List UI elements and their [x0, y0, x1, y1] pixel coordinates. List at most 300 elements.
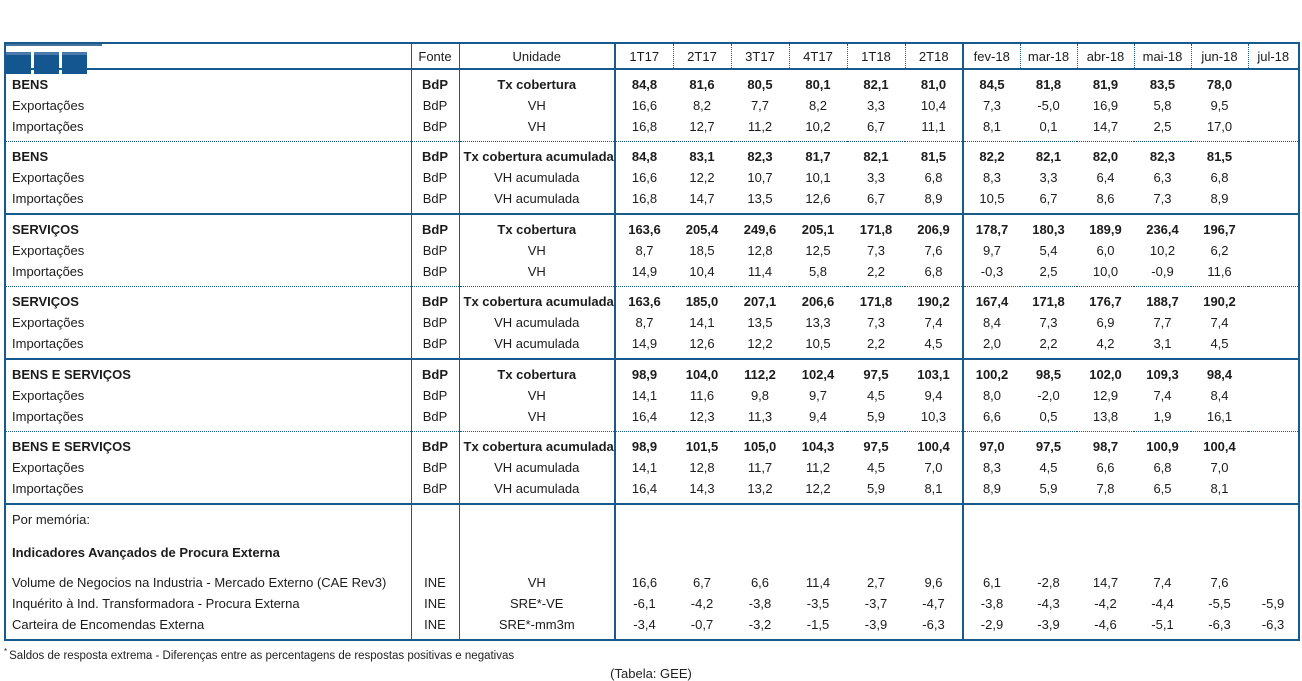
value-cell: -4,6: [1094, 617, 1117, 632]
footnote-marker: *: [4, 647, 8, 656]
footnote: [4, 647, 1302, 662]
row-label: Exportações: [12, 460, 85, 475]
value-cell: -2,9: [963, 614, 1020, 640]
value-cell: 81,6: [689, 77, 715, 92]
value-cell: [789, 504, 847, 539]
table-row: [5, 312, 1299, 333]
logo-square: [34, 52, 59, 74]
logo: [6, 44, 102, 74]
fonte-cell: BdP: [411, 457, 459, 478]
value-cell: 188,7: [1146, 294, 1179, 309]
unidade-cell: Tx cobertura: [459, 214, 615, 240]
value-cell: 16,4: [615, 478, 673, 504]
unidade-cell: VH acumulada: [459, 457, 615, 478]
value-cell: 5,4: [1039, 243, 1058, 258]
value-cell: 18,5: [689, 243, 715, 258]
col-header-quarter: 3T17: [731, 43, 789, 69]
value-cell: 6,1: [963, 572, 1020, 593]
value-cell: 2,5: [1153, 119, 1172, 134]
fonte-cell: BdP: [411, 240, 459, 261]
table-block: [5, 214, 1299, 287]
value-cell: 4,2: [1096, 336, 1115, 351]
table-row: [5, 333, 1299, 359]
fonte-cell: BdP: [411, 312, 459, 333]
value-cell: -4,2: [690, 596, 714, 611]
value-cell: [1248, 432, 1299, 458]
value-cell: 6,8: [1210, 170, 1229, 185]
value-cell: [615, 504, 673, 539]
fonte-cell: INE: [411, 572, 459, 593]
value-cell: -5,1: [1151, 617, 1174, 632]
value-cell: [673, 539, 731, 572]
value-cell: [1191, 504, 1248, 539]
value-cell: [615, 539, 673, 572]
value-cell: 100,2: [963, 359, 1020, 385]
table-block: [5, 504, 1299, 640]
value-cell: 12,8: [689, 460, 715, 475]
col-header-quarter: 4T17: [789, 43, 847, 69]
value-cell: [1248, 457, 1299, 478]
value-cell: [905, 504, 963, 539]
value-cell: -3,9: [864, 617, 888, 632]
value-cell: -4,3: [1037, 596, 1060, 611]
value-cell: 81,0: [920, 77, 947, 92]
value-cell: 6,0: [1096, 243, 1115, 258]
value-cell: 82,2: [963, 142, 1020, 168]
value-cell: 84,8: [615, 69, 673, 95]
row-label: Exportações: [12, 388, 85, 403]
value-cell: 6,3: [1153, 170, 1172, 185]
value-cell: 6,6: [963, 406, 1020, 432]
table-row: [5, 385, 1299, 406]
value-cell: 14,1: [615, 457, 673, 478]
col-header-month: mai-18: [1134, 43, 1191, 69]
value-cell: -4,2: [1094, 596, 1117, 611]
value-cell: -3,8: [963, 593, 1020, 614]
value-cell: 7,7: [1153, 315, 1172, 330]
value-cell: 249,6: [743, 222, 777, 237]
fonte-cell: BdP: [411, 432, 459, 458]
value-cell: 14,1: [689, 315, 715, 330]
value-cell: 81,5: [1206, 149, 1233, 164]
table-header: [5, 43, 1299, 69]
value-cell: 8,4: [1210, 388, 1229, 403]
value-cell: 84,8: [615, 142, 673, 168]
value-cell: 81,8: [1035, 77, 1062, 92]
row-label: Importações: [12, 336, 84, 351]
value-cell: 10,1: [805, 170, 831, 185]
unidade-cell: Tx cobertura acumulada: [459, 287, 615, 313]
value-cell: 171,8: [1032, 294, 1065, 309]
value-cell: 16,6: [615, 167, 673, 188]
table-row: [5, 504, 1299, 539]
value-cell: 16,6: [615, 95, 673, 116]
unidade-cell: VH: [459, 240, 615, 261]
value-cell: 12,8: [747, 243, 773, 258]
value-cell: 100,9: [1146, 439, 1179, 454]
value-cell: 5,8: [808, 264, 828, 279]
value-cell: -1,5: [806, 617, 830, 632]
value-cell: 98,9: [615, 359, 673, 385]
value-cell: 207,1: [743, 294, 777, 309]
value-cell: [731, 504, 789, 539]
value-cell: [731, 539, 789, 572]
value-cell: 7,8: [1096, 481, 1115, 496]
value-cell: -5,9: [1261, 596, 1285, 611]
value-cell: 83,1: [689, 149, 715, 164]
value-cell: -6,3: [922, 617, 945, 632]
value-cell: -4,4: [1151, 596, 1174, 611]
value-cell: 11,4: [805, 575, 831, 590]
col-header-quarter: 2T17: [673, 43, 731, 69]
value-cell: 9,7: [963, 240, 1020, 261]
row-label: Importações: [12, 409, 84, 424]
value-cell: 104,3: [801, 439, 835, 454]
value-cell: 98,7: [1092, 439, 1119, 454]
value-cell: -3,9: [1037, 617, 1060, 632]
fonte-cell: [411, 504, 459, 539]
value-cell: 6,9: [1096, 315, 1115, 330]
value-cell: [1248, 539, 1299, 572]
value-cell: [1248, 312, 1299, 333]
value-cell: -2,8: [1037, 575, 1060, 590]
value-cell: 7,0: [1210, 460, 1229, 475]
fonte-cell: BdP: [411, 261, 459, 287]
value-cell: 4,5: [1039, 460, 1058, 475]
value-cell: [1248, 504, 1299, 539]
col-header-month: jun-18: [1191, 43, 1248, 69]
table-row: [5, 167, 1299, 188]
value-cell: 10,4: [920, 98, 947, 113]
value-cell: 196,7: [1203, 222, 1236, 237]
value-cell: 14,9: [615, 333, 673, 359]
value-cell: 8,1: [1210, 481, 1229, 496]
table-block: [5, 142, 1299, 215]
unidade-cell: SRE*-VE: [459, 593, 615, 614]
value-cell: 102,0: [1089, 367, 1122, 382]
row-label: Exportações: [12, 243, 85, 258]
unidade-cell: VH: [459, 95, 615, 116]
value-cell: [1191, 539, 1248, 572]
value-cell: 10,2: [805, 119, 831, 134]
value-cell: 171,8: [859, 294, 893, 309]
col-header-quarter: 2T18: [905, 43, 963, 69]
table-row: [5, 478, 1299, 504]
value-cell: 16,8: [615, 116, 673, 142]
value-cell: 82,1: [1035, 149, 1062, 164]
value-cell: 6,7: [866, 119, 886, 134]
table-row: [5, 406, 1299, 432]
value-cell: 112,2: [744, 367, 776, 382]
value-cell: 8,4: [963, 312, 1020, 333]
value-cell: 13,5: [747, 315, 773, 330]
table-block: [5, 287, 1299, 360]
value-cell: 81,7: [805, 149, 831, 164]
value-cell: 6,2: [1210, 243, 1229, 258]
value-cell: 12,3: [689, 409, 715, 424]
value-cell: 7,4: [1153, 388, 1172, 403]
unidade-cell: VH acumulada: [459, 333, 615, 359]
value-cell: 103,1: [917, 367, 950, 382]
value-cell: -6,1: [615, 593, 673, 614]
unidade-cell: VH: [459, 406, 615, 432]
value-cell: 8,7: [615, 240, 673, 261]
value-cell: 13,8: [1092, 409, 1119, 424]
value-cell: 2,5: [1039, 264, 1058, 279]
value-cell: -5,0: [1037, 98, 1060, 113]
table-row: [5, 287, 1299, 313]
row-label: Por memória:: [12, 512, 91, 527]
value-cell: 98,4: [1206, 367, 1233, 382]
value-cell: 206,6: [801, 294, 835, 309]
unidade-cell: VH: [459, 116, 615, 142]
value-cell: 8,9: [1210, 191, 1229, 206]
value-cell: 14,7: [1092, 119, 1119, 134]
value-cell: 7,4: [924, 315, 943, 330]
value-cell: 80,5: [747, 77, 773, 92]
value-cell: 205,1: [801, 222, 835, 237]
value-cell: 3,3: [866, 98, 886, 113]
value-cell: 8,9: [924, 191, 943, 206]
value-cell: 13,2: [747, 481, 773, 496]
value-cell: 8,2: [692, 98, 712, 113]
table-row: [5, 572, 1299, 593]
value-cell: [1077, 504, 1134, 539]
value-cell: 10,5: [963, 188, 1020, 214]
value-cell: 163,6: [615, 214, 673, 240]
value-cell: 100,4: [1203, 439, 1236, 454]
value-cell: 189,9: [1089, 222, 1122, 237]
value-cell: 10,7: [747, 170, 773, 185]
fonte-cell: BdP: [411, 142, 459, 168]
value-cell: 16,1: [1206, 409, 1233, 424]
value-cell: 0,5: [1039, 409, 1058, 424]
external-trade-table: [4, 42, 1300, 641]
value-cell: 5,9: [1039, 481, 1058, 496]
value-cell: 6,8: [924, 264, 943, 279]
value-cell: 11,4: [747, 264, 773, 279]
value-cell: [1134, 504, 1191, 539]
value-cell: 171,8: [859, 222, 893, 237]
value-cell: 2,0: [963, 333, 1020, 359]
value-cell: 16,6: [615, 572, 673, 593]
value-cell: [789, 539, 847, 572]
value-cell: 8,3: [963, 457, 1020, 478]
value-cell: 6,7: [866, 191, 886, 206]
value-cell: 82,1: [863, 77, 889, 92]
unidade-cell: [459, 504, 615, 539]
row-label: BENS: [12, 149, 49, 164]
value-cell: 7,0: [924, 460, 943, 475]
fonte-cell: BdP: [411, 69, 459, 95]
value-cell: [1248, 287, 1299, 313]
value-cell: 102,4: [801, 367, 835, 382]
value-cell: 4,5: [866, 460, 886, 475]
value-cell: -6,3: [1208, 617, 1231, 632]
table-block: [5, 432, 1299, 505]
value-cell: 7,4: [1210, 315, 1229, 330]
value-cell: 16,8: [615, 188, 673, 214]
table-row: [5, 614, 1299, 640]
value-cell: 2,7: [866, 575, 886, 590]
value-cell: 7,7: [750, 98, 770, 113]
value-cell: 82,3: [1149, 149, 1176, 164]
value-cell: 7,3: [866, 243, 886, 258]
value-cell: 13,3: [805, 315, 831, 330]
table-row: [5, 95, 1299, 116]
row-label: BENS E SERVIÇOS: [12, 367, 131, 382]
unidade-cell: SRE*-mm3m: [459, 614, 615, 640]
value-cell: 205,4: [685, 222, 719, 237]
value-cell: 10,0: [1092, 264, 1119, 279]
unidade-cell: VH acumulada: [459, 188, 615, 214]
value-cell: 81,9: [1092, 77, 1119, 92]
value-cell: 7,3: [1039, 315, 1058, 330]
unidade-cell: VH acumulada: [459, 167, 615, 188]
row-label: SERVIÇOS: [12, 222, 79, 237]
value-cell: 12,5: [805, 243, 831, 258]
value-cell: [1020, 504, 1077, 539]
value-cell: -6,3: [1261, 617, 1285, 632]
value-cell: 10,3: [920, 409, 947, 424]
value-cell: -3,4: [615, 614, 673, 640]
value-cell: 101,5: [685, 439, 719, 454]
row-label: Inquérito à Ind. Transformadora - Procura Externa: [12, 596, 300, 611]
unidade-cell: VH acumulada: [459, 312, 615, 333]
unidade-cell: VH: [459, 385, 615, 406]
logo-squares: [6, 52, 102, 74]
value-cell: 6,4: [1096, 170, 1115, 185]
table-block: [5, 359, 1299, 432]
value-cell: 9,5: [1210, 98, 1229, 113]
col-header-month: jul-18: [1248, 43, 1299, 69]
value-cell: [1248, 261, 1299, 287]
table-row: [5, 188, 1299, 214]
row-label: Indicadores Avançados de Procura Externa: [12, 545, 280, 560]
value-cell: 6,8: [924, 170, 943, 185]
value-cell: 14,3: [689, 481, 715, 496]
value-cell: 178,7: [963, 214, 1020, 240]
value-cell: -3,8: [748, 596, 772, 611]
value-cell: 2,2: [1039, 336, 1058, 351]
fonte-cell: INE: [411, 614, 459, 640]
col-header-month: mar-18: [1020, 43, 1077, 69]
fonte-cell: INE: [411, 593, 459, 614]
value-cell: 8,0: [963, 385, 1020, 406]
value-cell: 4,5: [866, 388, 886, 403]
value-cell: 7,3: [866, 315, 886, 330]
unidade-cell: Tx cobertura: [459, 69, 615, 95]
unidade-cell: VH: [459, 261, 615, 287]
value-cell: 97,5: [863, 367, 889, 382]
value-cell: 11,1: [921, 119, 946, 134]
value-cell: 82,1: [863, 149, 889, 164]
value-cell: 185,0: [685, 294, 719, 309]
row-label: Exportações: [12, 315, 85, 330]
value-cell: 190,2: [1203, 294, 1236, 309]
value-cell: 16,9: [1092, 98, 1119, 113]
value-cell: 2,2: [866, 336, 886, 351]
value-cell: 206,9: [917, 222, 950, 237]
value-cell: 163,6: [615, 287, 673, 313]
value-cell: [1248, 478, 1299, 504]
row-label: Importações: [12, 119, 84, 134]
value-cell: 12,6: [805, 191, 831, 206]
value-cell: 11,2: [747, 119, 773, 134]
value-cell: 6,7: [1039, 191, 1058, 206]
row-label: BENS: [12, 77, 49, 92]
value-cell: 6,6: [1096, 460, 1115, 475]
row-label: Exportações: [12, 170, 85, 185]
value-cell: 97,5: [1035, 439, 1062, 454]
fonte-cell: BdP: [411, 478, 459, 504]
value-cell: [673, 504, 731, 539]
value-cell: 7,4: [1153, 575, 1172, 590]
value-cell: 16,4: [615, 406, 673, 432]
value-cell: -0,7: [690, 617, 714, 632]
value-cell: 8,7: [615, 312, 673, 333]
unidade-cell: VH acumulada: [459, 478, 615, 504]
value-cell: 4,5: [924, 336, 943, 351]
value-cell: 12,2: [805, 481, 831, 496]
value-cell: [1248, 214, 1299, 240]
value-cell: [1248, 240, 1299, 261]
fonte-cell: BdP: [411, 188, 459, 214]
value-cell: [1248, 333, 1299, 359]
value-cell: 3,3: [866, 170, 886, 185]
value-cell: 7,3: [1153, 191, 1172, 206]
value-cell: 8,9: [963, 478, 1020, 504]
value-cell: 10,2: [1149, 243, 1176, 258]
logo-top-line: [6, 44, 102, 46]
fonte-cell: BdP: [411, 116, 459, 142]
value-cell: [1134, 539, 1191, 572]
value-cell: 11,6: [689, 388, 715, 403]
value-cell: 14,7: [1092, 575, 1119, 590]
table-row: [5, 69, 1299, 95]
value-cell: 83,5: [1149, 77, 1176, 92]
table-block: [5, 69, 1299, 142]
value-cell: [1248, 406, 1299, 432]
logo-square: [6, 52, 31, 74]
row-label: Importações: [12, 264, 84, 279]
value-cell: -3,2: [748, 617, 772, 632]
value-cell: [1248, 116, 1299, 142]
value-cell: 8,6: [1096, 191, 1115, 206]
fonte-cell: BdP: [411, 406, 459, 432]
value-cell: 5,9: [866, 481, 886, 496]
table-row: [5, 432, 1299, 458]
fonte-cell: BdP: [411, 95, 459, 116]
value-cell: 98,5: [1035, 367, 1062, 382]
value-cell: -2,0: [1037, 388, 1060, 403]
col-header-fonte: Fonte: [411, 43, 459, 69]
value-cell: 180,3: [1032, 222, 1065, 237]
value-cell: 7,6: [1210, 575, 1229, 590]
fonte-cell: [411, 539, 459, 572]
value-cell: 10,5: [805, 336, 831, 351]
value-cell: 6,7: [692, 575, 712, 590]
fonte-cell: BdP: [411, 333, 459, 359]
value-cell: [1248, 142, 1299, 168]
value-cell: 9,8: [750, 388, 770, 403]
row-label: BENS E SERVIÇOS: [12, 439, 131, 454]
value-cell: 8,1: [963, 116, 1020, 142]
value-cell: [1248, 69, 1299, 95]
value-cell: -5,5: [1208, 596, 1231, 611]
value-cell: 98,9: [615, 432, 673, 458]
value-cell: [1020, 539, 1077, 572]
